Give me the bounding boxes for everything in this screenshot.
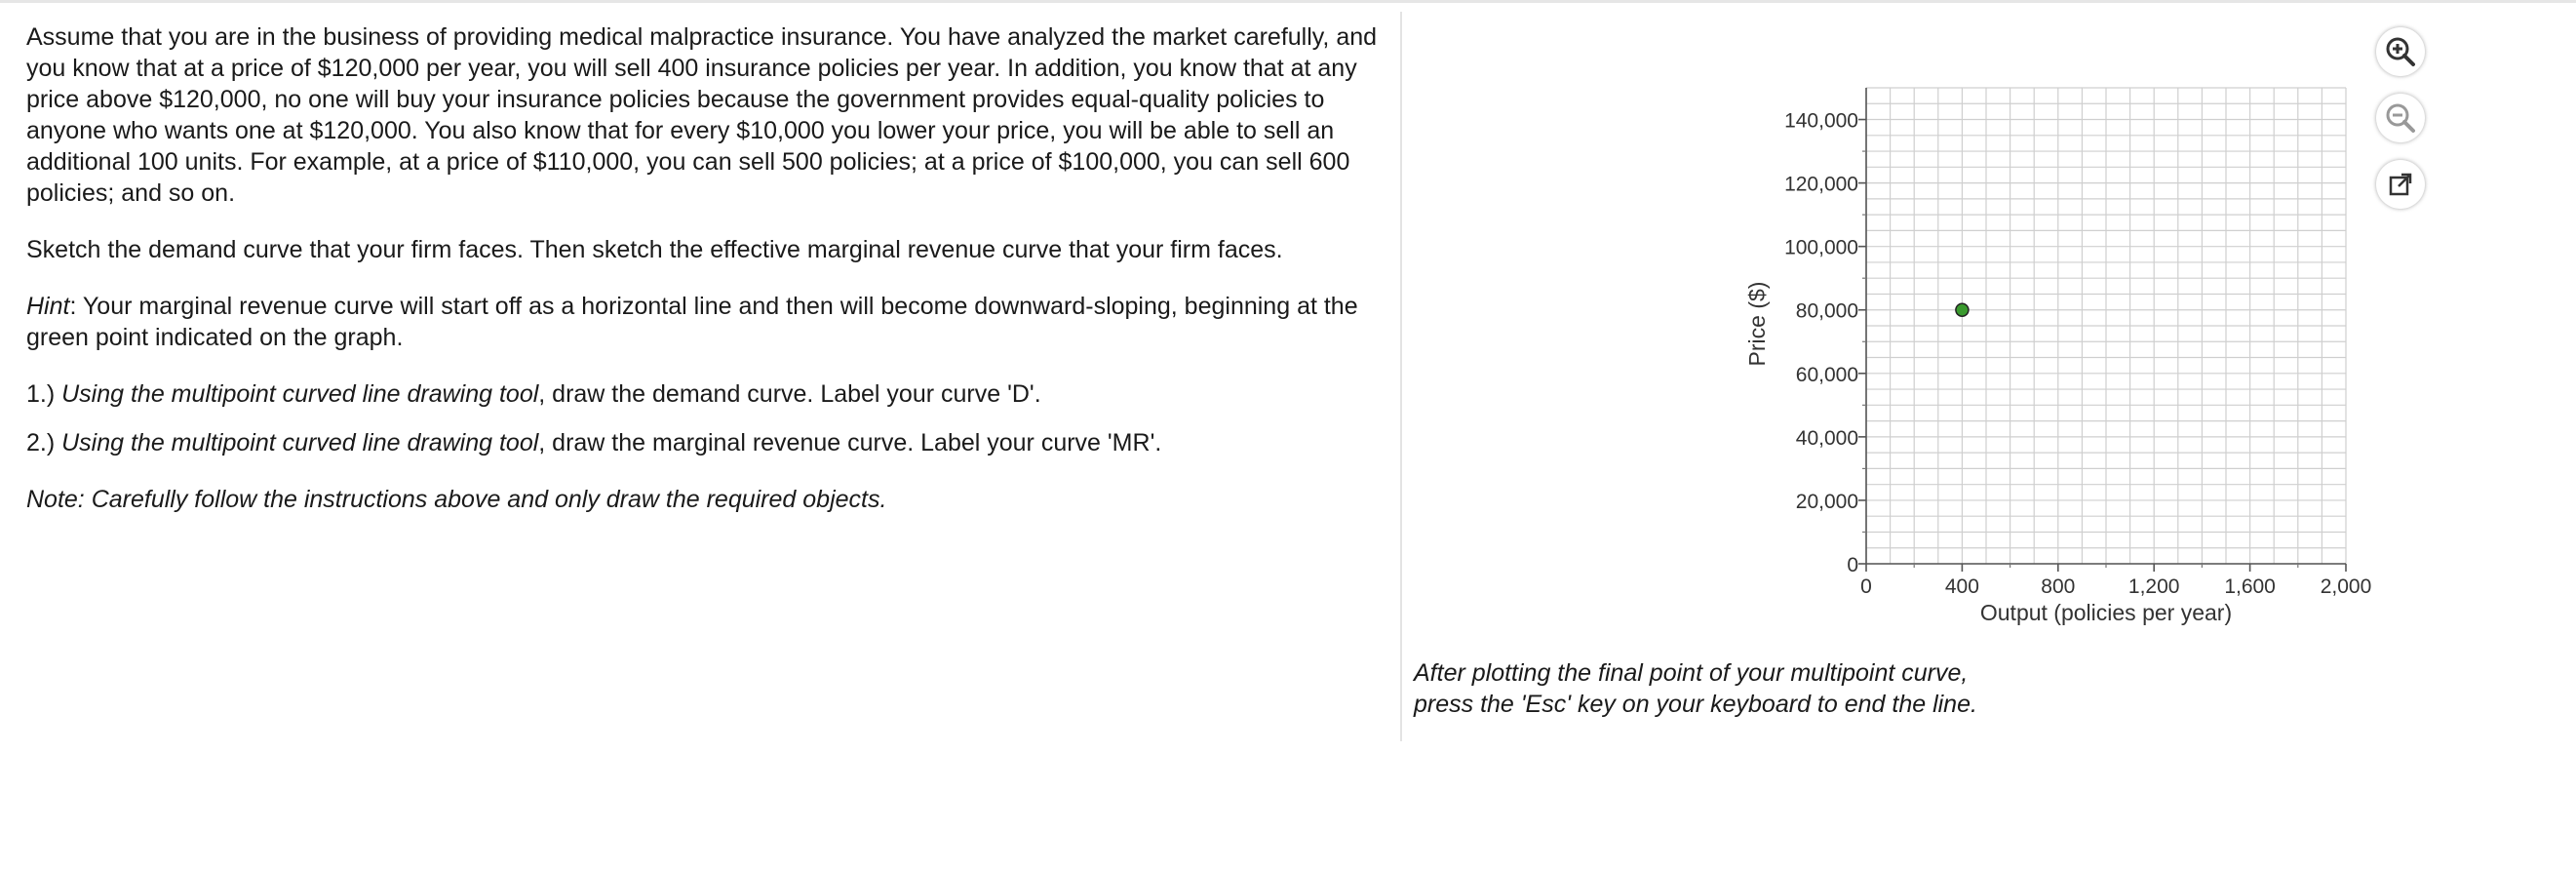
popout-icon — [2386, 170, 2415, 199]
y-tick-label: 80,000 — [1795, 299, 1858, 323]
x-tick-label: 2,000 — [2320, 575, 2372, 598]
question-hint — [26, 291, 1391, 353]
step-1-number: 1.) — [26, 380, 62, 408]
graph-instruction-note — [1414, 657, 1977, 720]
y-axis-label: Price ($) — [1744, 281, 1770, 367]
step-2-text: , draw the marginal revenue curve. Label your curve 'MR'. — [538, 429, 1162, 456]
x-axis-ticks — [1860, 564, 2371, 598]
chart-grid — [1866, 88, 2346, 564]
hint-label: Hint — [26, 293, 70, 320]
top-border — [0, 0, 2576, 7]
question-sketch: Sketch the demand curve that your firm faces. Then sketch the effective marginal revenue curve that your firm faces. — [26, 236, 1283, 263]
popout-button[interactable] — [2376, 160, 2425, 209]
question-intro: Assume that you are in the business of providing medical malpractice insurance. You have analyzed the market carefully, and you know that at a price of $120,000 per year, you will sell 400 insurance policies per year. In addition, you know that at any price above $120,000, no one will buy your insurance policies because the government provides equal-quality policies to anyone who wants one at $120,000. You also know that for every $10,000 you lower your price, you will be able to sell an additional 100 units. For example, at a price of $110,000, you can sell 500 policies; at a price of $100,000, you can sell 600 policies; and so on. — [26, 23, 1378, 207]
zoom-out-button[interactable] — [2376, 94, 2425, 142]
chart-area[interactable] — [1716, 68, 2399, 639]
x-tick-label: 1,600 — [2224, 575, 2276, 598]
y-tick-label: 140,000 — [1784, 109, 1858, 133]
step-1-text: , draw the demand curve. Label your curve 'D'. — [538, 380, 1041, 408]
hint-text: : Your marginal revenue curve will start off as a horizontal line and then will become downward-sloping, beginning at the green point indicated on the graph. — [26, 293, 1358, 351]
step-2-number: 2.) — [26, 429, 62, 456]
y-tick-label: 0 — [1847, 554, 1858, 576]
chart-points — [1956, 303, 1969, 316]
y-tick-label: 100,000 — [1784, 236, 1858, 259]
graph-note-line-1: After plotting the final point of your multipoint curve, — [1414, 659, 1969, 687]
panel-divider — [1400, 12, 1402, 741]
step-1 — [26, 378, 1391, 410]
zoom-out-icon — [2384, 101, 2417, 135]
x-tick-label: 0 — [1860, 575, 1872, 598]
y-tick-label: 40,000 — [1795, 426, 1858, 450]
y-tick-label: 60,000 — [1795, 363, 1858, 386]
x-tick-label: 1,200 — [2127, 575, 2180, 598]
question-note: Note: Carefully follow the instructions above and only draw the required objects. — [26, 486, 887, 513]
zoom-in-icon — [2384, 35, 2417, 68]
y-tick-label: 120,000 — [1784, 173, 1858, 196]
x-tick-label: 800 — [2041, 575, 2076, 598]
graph-note-line-2: press the 'Esc' key on your keyboard to end the line. — [1414, 691, 1977, 718]
step-2 — [26, 427, 1391, 458]
question-panel — [26, 21, 1391, 540]
demand-graph[interactable] — [1716, 68, 2399, 634]
step-2-tool: Using the multipoint curved line drawing tool — [61, 429, 539, 456]
zoom-in-button[interactable] — [2376, 27, 2425, 76]
x-tick-label: 400 — [1944, 575, 1979, 598]
step-1-tool: Using the multipoint curved line drawing tool — [61, 380, 539, 408]
y-tick-label: 20,000 — [1795, 490, 1858, 513]
y-axis-ticks — [1784, 110, 1866, 576]
green-point — [1956, 303, 1969, 316]
x-axis-label: Output (policies per year) — [1979, 600, 2233, 625]
